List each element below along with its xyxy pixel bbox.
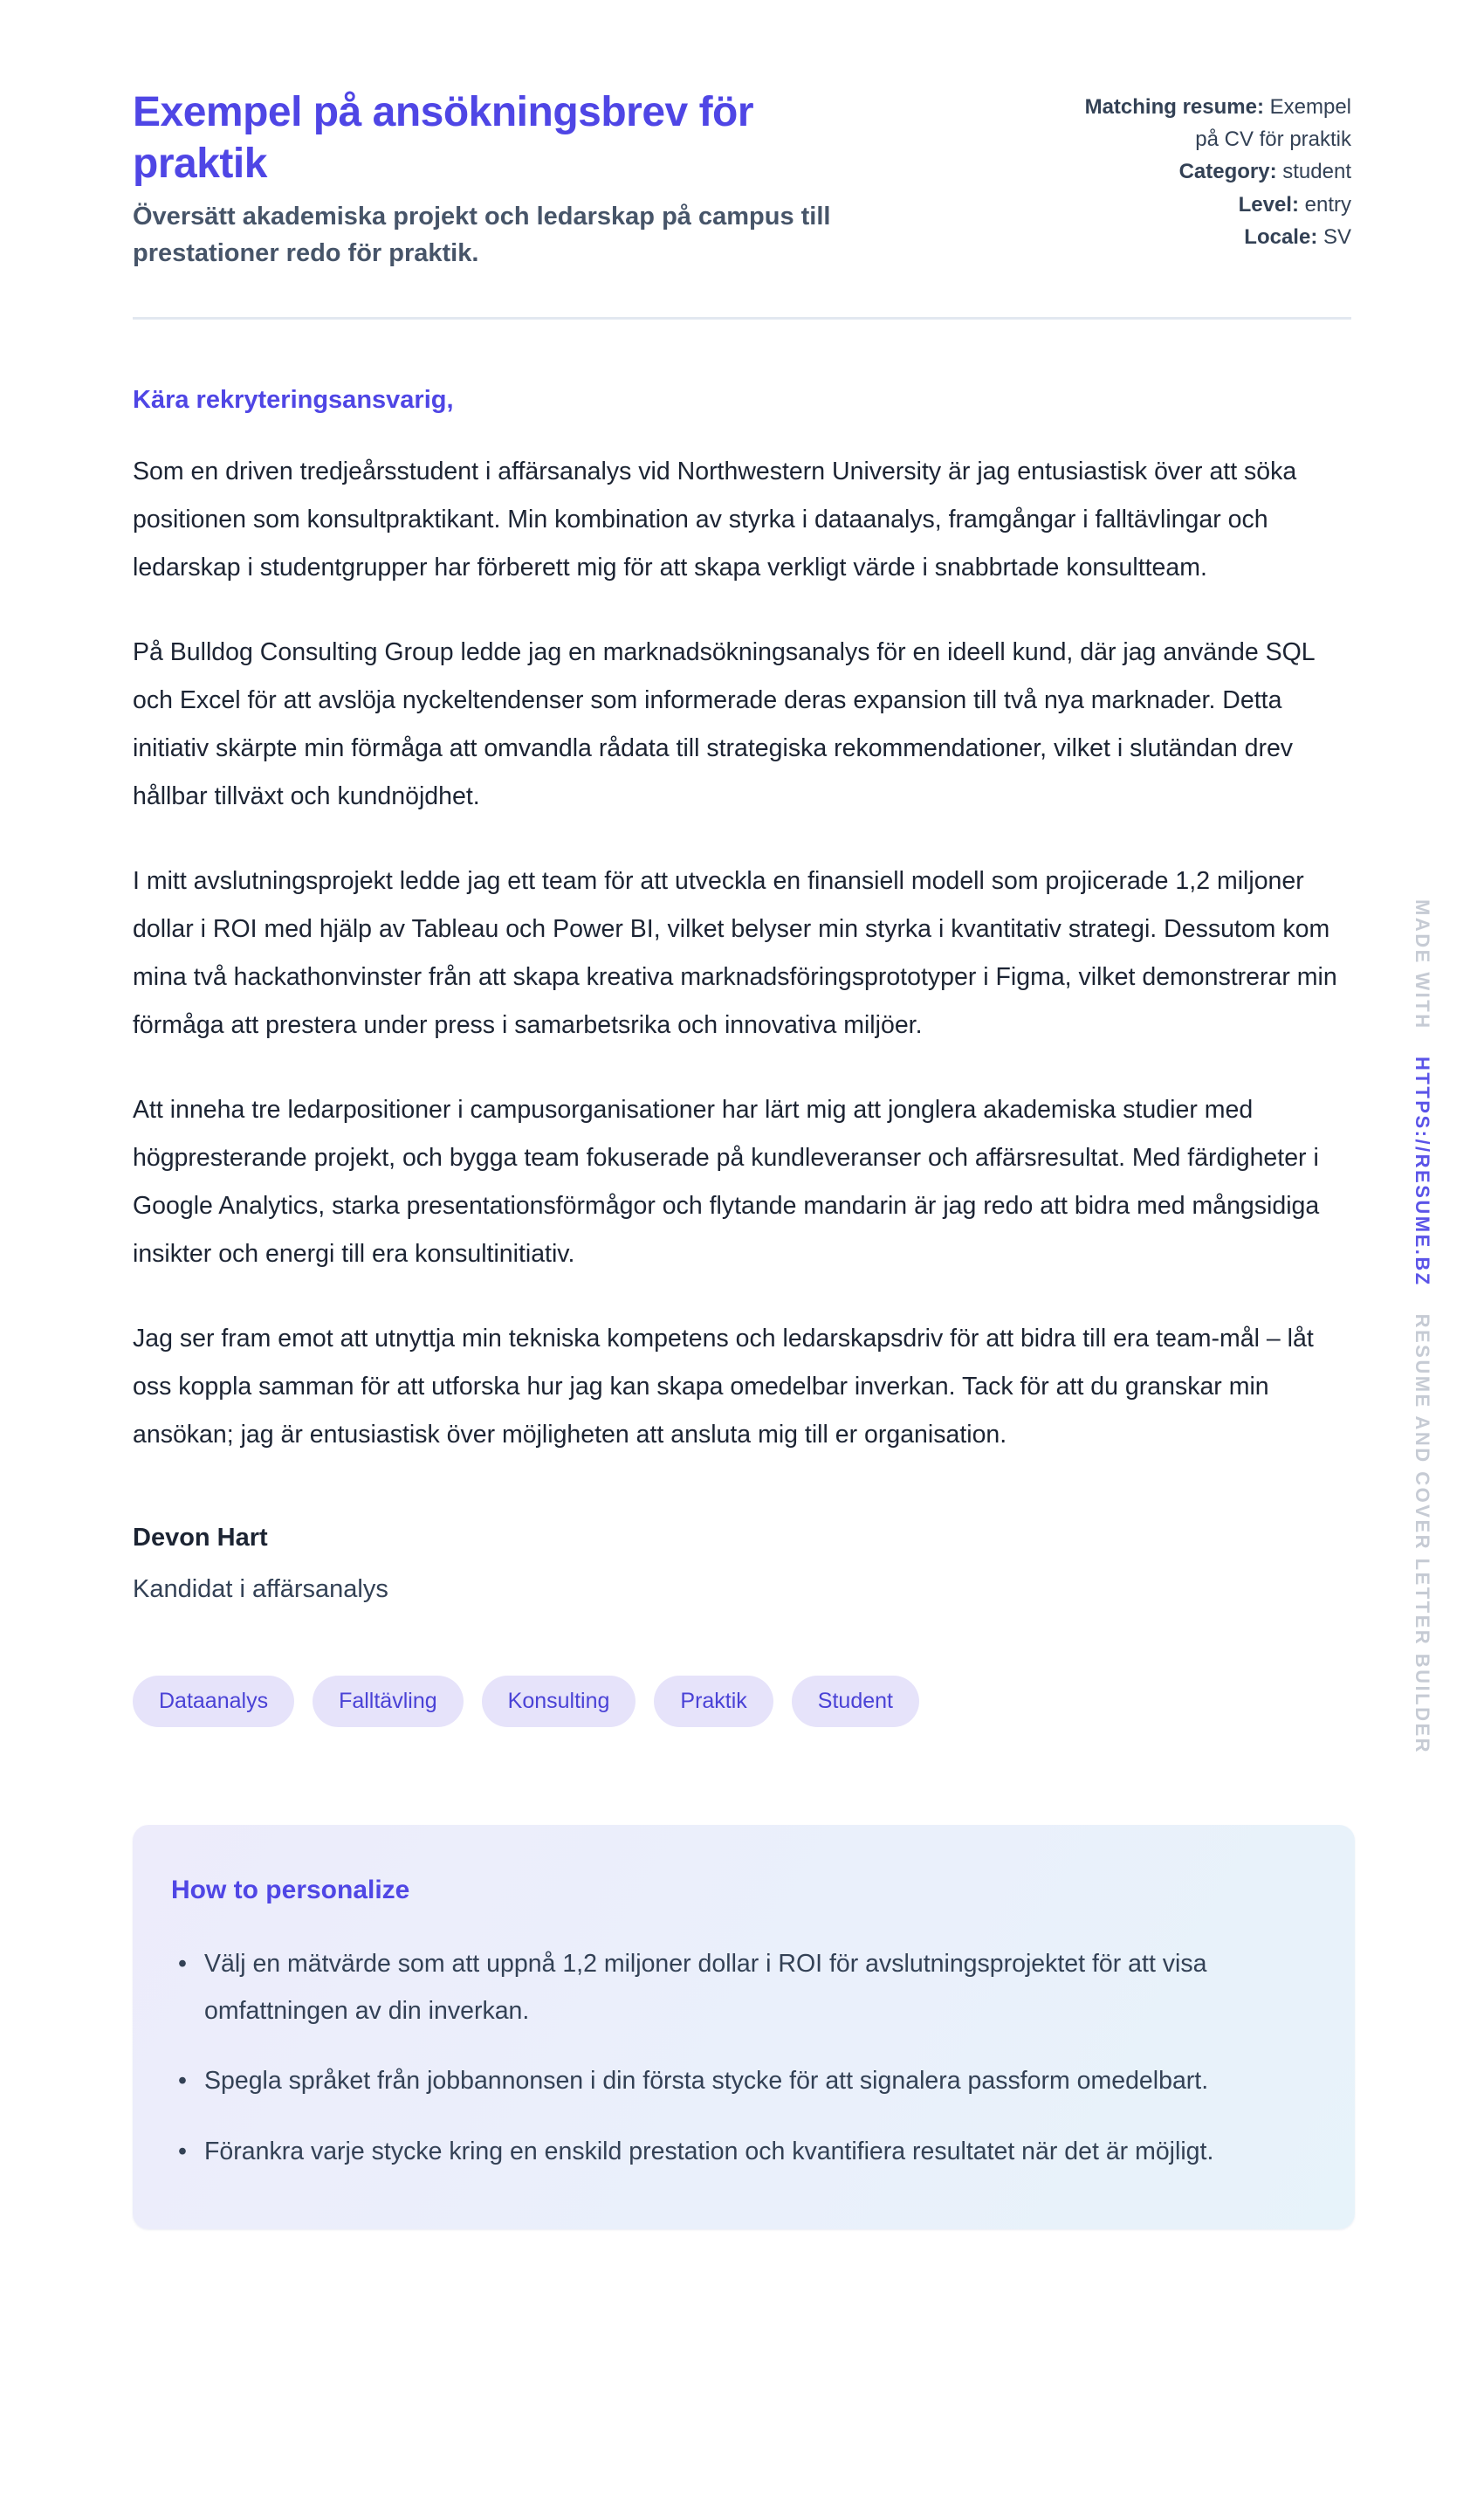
meta-locale-label: Locale: xyxy=(1244,224,1318,249)
meta-category-value: student xyxy=(1276,160,1351,184)
personalize-heading: How to personalize xyxy=(171,1876,410,1905)
meta-level-label: Level: xyxy=(1238,192,1299,217)
letter-paragraph: På Bulldog Consulting Group ledde jag en marknadsökningsanalys för en ideell kund, där jag använde SQL och Excel för att avslöja nyckeltendenser som informerade deras expansion till två nya marknader. Detta initiativ skärpte min förmåga att omvandla rådata till strategiska rekommendationer, vilket i slutändan drev hållbar tillväxt och kundnöjdhet. xyxy=(133,638,1315,811)
personalize-box xyxy=(133,1825,1355,2229)
letter-paragraph: Att inneha tre ledarpositioner i campusorganisationer har lärt mig att jonglera akademiska studier med högpresterande projekt, och bygga team fokuserade på kundleveranser och affärsresultat. Med färdigheter i Google Analytics, starka presentationsförmågor och flytande mandarin är jag redo att bidra med mångsidiga insikter och energi till era konsultinitiativ. xyxy=(133,1096,1320,1269)
letter-body xyxy=(133,448,1351,1459)
meta-locale xyxy=(1072,221,1351,253)
meta-panel xyxy=(1072,91,1351,253)
tag-konsulting[interactable]: Konsulting xyxy=(482,1676,636,1727)
letter-greeting: Kära rekryteringsansvarig, xyxy=(133,386,454,415)
page-title: Exempel på ansökningsbrev för praktik xyxy=(133,89,754,187)
tag-dataanalys[interactable]: Dataanalys xyxy=(133,1676,294,1727)
meta-locale-value: SV xyxy=(1317,224,1351,249)
letter-paragraph: I mitt avslutningsprojekt ledde jag ett team för att utveckla en finansiell modell som projicerade 1,2 miljoner dollar i ROI med hjälp av Tableau och Power BI, vilket belyser min styrka i kvantitativ strategi. Dessutom kom mina två hackathonvinster från att skapa kreativa marknadsföringsprototyper i Figma, vilket demonstrerar min förmåga att prestera under press i samarbetsrika och innovativa miljöer. xyxy=(133,867,1337,1040)
tag-list xyxy=(133,1676,1351,1727)
signature-title: Kandidat i affärsanalys xyxy=(133,1575,388,1604)
header-title-block xyxy=(133,87,1072,272)
meta-category xyxy=(1072,155,1351,188)
tag-praktik[interactable]: Praktik xyxy=(654,1676,773,1727)
letter-paragraph: Jag ser fram emot att utnyttja min tekniska kompetens och ledarskapsdriv för att bidra till era team-mål – låt oss koppla samman för att utforska hur jag kan skapa omedelbar inverkan. Tack för att du granskar min ansökan; jag är entusiastisk över möjligheten att ansluta mig till er organisation. xyxy=(133,1325,1314,1449)
meta-matching-resume-value: Exempel på CV för praktik xyxy=(1195,95,1351,152)
tag-student[interactable]: Student xyxy=(792,1676,919,1727)
meta-matching-resume xyxy=(1072,91,1351,155)
meta-level-value: entry xyxy=(1298,192,1351,217)
header xyxy=(133,87,1351,272)
letter-paragraph: Som en driven tredjeårsstudent i affärsanalys vid Northwestern University är jag entusiastisk över att söka positionen som konsultpraktikant. Min kombination av styrka i dataanalys, framgångar i falltävlingar och ledarskap i studentgrupper har förberett mig för att skapa verkligt värde i snabbrtade konsultteam. xyxy=(133,458,1297,582)
meta-category-label: Category: xyxy=(1178,160,1277,184)
personalize-tip: • Förankra varje stycke kring en enskild prestation och kvantifiera resultatet när det är möjligt. xyxy=(171,2128,1288,2175)
tag-falltavling[interactable]: Falltävling xyxy=(313,1676,464,1727)
personalize-tip: • Välj en mätvärde som att uppnå 1,2 miljoner dollar i ROI för avslutningsprojektet för att visa omfattningen av din inverkan. xyxy=(171,1940,1288,2034)
meta-matching-resume-label: Matching resume: xyxy=(1084,95,1264,119)
watermark-prefix: MADE WITH xyxy=(1412,899,1433,1030)
watermark-suffix: RESUME AND COVER LETTER BUILDER xyxy=(1412,1313,1433,1755)
personalize-tip: • Spegla språket från jobbannonsen i din första stycke för att signalera passform omedelbart. xyxy=(171,2057,1288,2104)
personalize-tip-list xyxy=(171,1940,1315,2175)
page-subtitle: Översätt akademiska projekt och ledarskap på campus till prestationer redo för praktik. xyxy=(133,203,831,268)
meta-level xyxy=(1072,189,1351,221)
watermark-link[interactable]: HTTPS://RESUME.BZ xyxy=(1412,1057,1433,1287)
signature-name: Devon Hart xyxy=(133,1524,268,1552)
header-divider xyxy=(133,317,1351,320)
watermark xyxy=(1411,899,1433,1754)
